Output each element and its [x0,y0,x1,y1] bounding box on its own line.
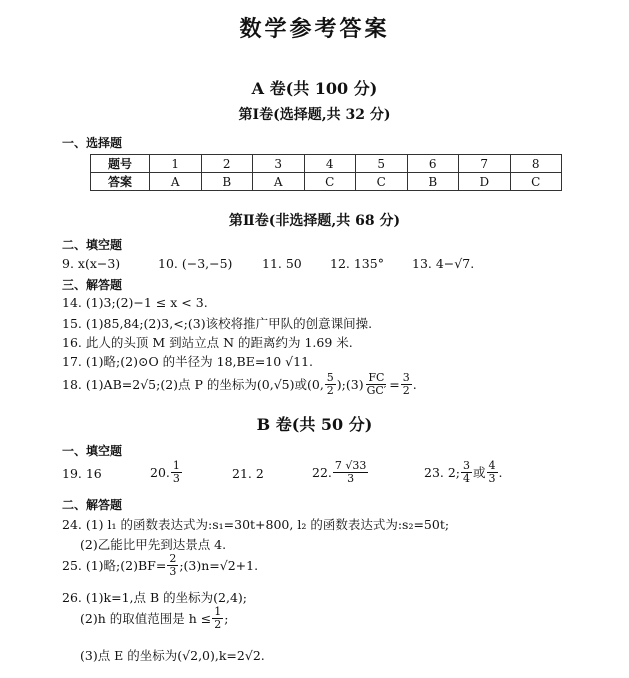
fraction-numerator: 1 [214,605,222,618]
q18-text-pre: 18. (1)AB=2√5;(2)点 P 的坐标为(0,√5)或(0, [62,377,324,393]
fraction-numerator: 7 √33 [334,459,367,472]
section-fill-heading: 二、填空题 [62,238,123,252]
volume-a-heading: A 卷(共 100 分) [251,79,378,98]
answer-q11: 11. 50 [262,256,302,271]
volume-2-heading: 第Ⅱ卷(非选择题,共 68 分) [228,213,401,229]
q20-label: 20. [150,464,170,480]
answer-table [90,154,562,191]
answer-q24-part1: 24. (1) l₁ 的函数表达式为:s₁=30t+800, l₂ 的函数表达式为:s₂=50t; [62,517,450,532]
q25-fraction [167,553,178,577]
q25-text-pre: 25. (1)略;(2)BF= [62,558,167,574]
table-cell: C [510,173,562,191]
fraction-denominator: 2 [214,617,222,631]
answer-q19: 19. 16 [62,466,102,481]
table-cell: B [201,173,253,191]
q22-fraction [333,460,369,484]
q18-text-end: . [412,376,417,392]
fraction-denominator: 3 [169,564,177,578]
fraction-numerator: 1 [172,459,180,472]
answer-q21: 21. 2 [232,466,264,481]
answer-q23 [424,460,503,484]
q23-label: 23. 2; [424,464,461,480]
answer-q14: 14. (1)3;(2)−1 ≤ x < 3. [62,295,208,310]
page-title: 数学参考答案 [239,16,390,42]
table-cell: A [150,173,202,191]
q26-2-text-pre: (2)h 的取值范围是 h ≤ [80,611,212,627]
answer-q9: 9. x(x−3) [62,256,121,271]
table-cell: 5 [356,155,408,173]
section-choice-heading: 一、选择题 [62,136,123,150]
fraction-denominator: 3 [488,471,496,485]
q22-label: 22. [312,464,332,480]
fraction-numerator: 3 [463,459,471,472]
fraction-numerator: 3 [402,371,410,384]
table-head-number: 题号 [91,155,150,173]
answer-q13: 13. 4−√7. [412,256,475,271]
q23-end: . [498,464,503,480]
q18-text-mid: );(3) [336,376,364,392]
q18-fraction-1 [325,372,336,396]
answer-q26-part1: 26. (1)k=1,点 B 的坐标为(2,4); [62,590,248,605]
answer-q26-part3: (3)点 E 的坐标为(√2,0),k=2√2. [80,648,265,663]
table-cell: C [356,173,408,191]
table-cell: 7 [459,155,511,173]
b-section-fill-heading: 一、填空题 [62,444,123,458]
table-cell: 4 [304,155,356,173]
answer-q16: 16. 此人的头顶 M 到站立点 N 的距离约为 1.69 米. [62,335,353,350]
q18-fraction-2 [365,372,389,396]
q26-2-fraction [212,606,223,630]
answer-q10: 10. (−3,−5) [158,256,233,271]
fraction-numerator: 4 [488,459,496,472]
table-cell: 1 [150,155,202,173]
table-head-answer: 答案 [91,173,150,191]
fraction-denominator: 2 [326,383,334,397]
answer-q20 [150,460,183,484]
table-cell: 6 [407,155,459,173]
table-cell: B [407,173,459,191]
q26-2-text-post: ; [224,610,229,626]
q25-text-post: ;(3)n=√2+1. [179,557,259,573]
fraction-numerator: FC [368,371,385,384]
answer-q15: 15. (1)85,84;(2)3,<;(3)该校将推广甲队的创意课间操. [62,316,373,331]
answer-q12: 12. 135° [330,256,384,271]
answer-q24-part2: (2)乙能比甲先到达景点 4. [80,537,227,552]
answer-q25 [62,553,258,577]
b-section-solve-heading: 二、解答题 [62,498,123,512]
answer-q22 [312,460,369,484]
fraction-denominator: 2 [402,383,410,397]
fraction-numerator: 2 [169,552,177,565]
table-row-numbers [91,155,562,173]
answer-q26-part2 [80,606,228,630]
q18-text-eq: = [389,376,400,392]
volume-1-heading: 第Ⅰ卷(选择题,共 32 分) [238,107,391,123]
fraction-numerator: 5 [326,371,334,384]
section-solve-heading: 三、解答题 [62,278,123,292]
fraction-denominator: 3 [347,471,355,485]
answer-q18 [62,372,417,396]
fraction-denominator: GC′ [366,383,387,397]
table-cell: D [459,173,511,191]
table-cell: 8 [510,155,562,173]
table-cell: 3 [253,155,305,173]
q18-fraction-3 [401,372,412,396]
fraction-denominator: 3 [172,471,180,485]
fraction-denominator: 4 [463,471,471,485]
q23-fraction-1 [461,460,472,484]
volume-b-heading: B 卷(共 50 分) [256,415,373,434]
table-cell: C [304,173,356,191]
q23-fraction-2 [487,460,498,484]
table-row-answers [91,173,562,191]
table-cell: A [253,173,305,191]
table-cell: 2 [201,155,253,173]
answer-q17: 17. (1)略;(2)⊙O 的半径为 18,BE=10 √11. [62,354,314,369]
q23-or: 或 [473,465,486,481]
q20-fraction [171,460,182,484]
